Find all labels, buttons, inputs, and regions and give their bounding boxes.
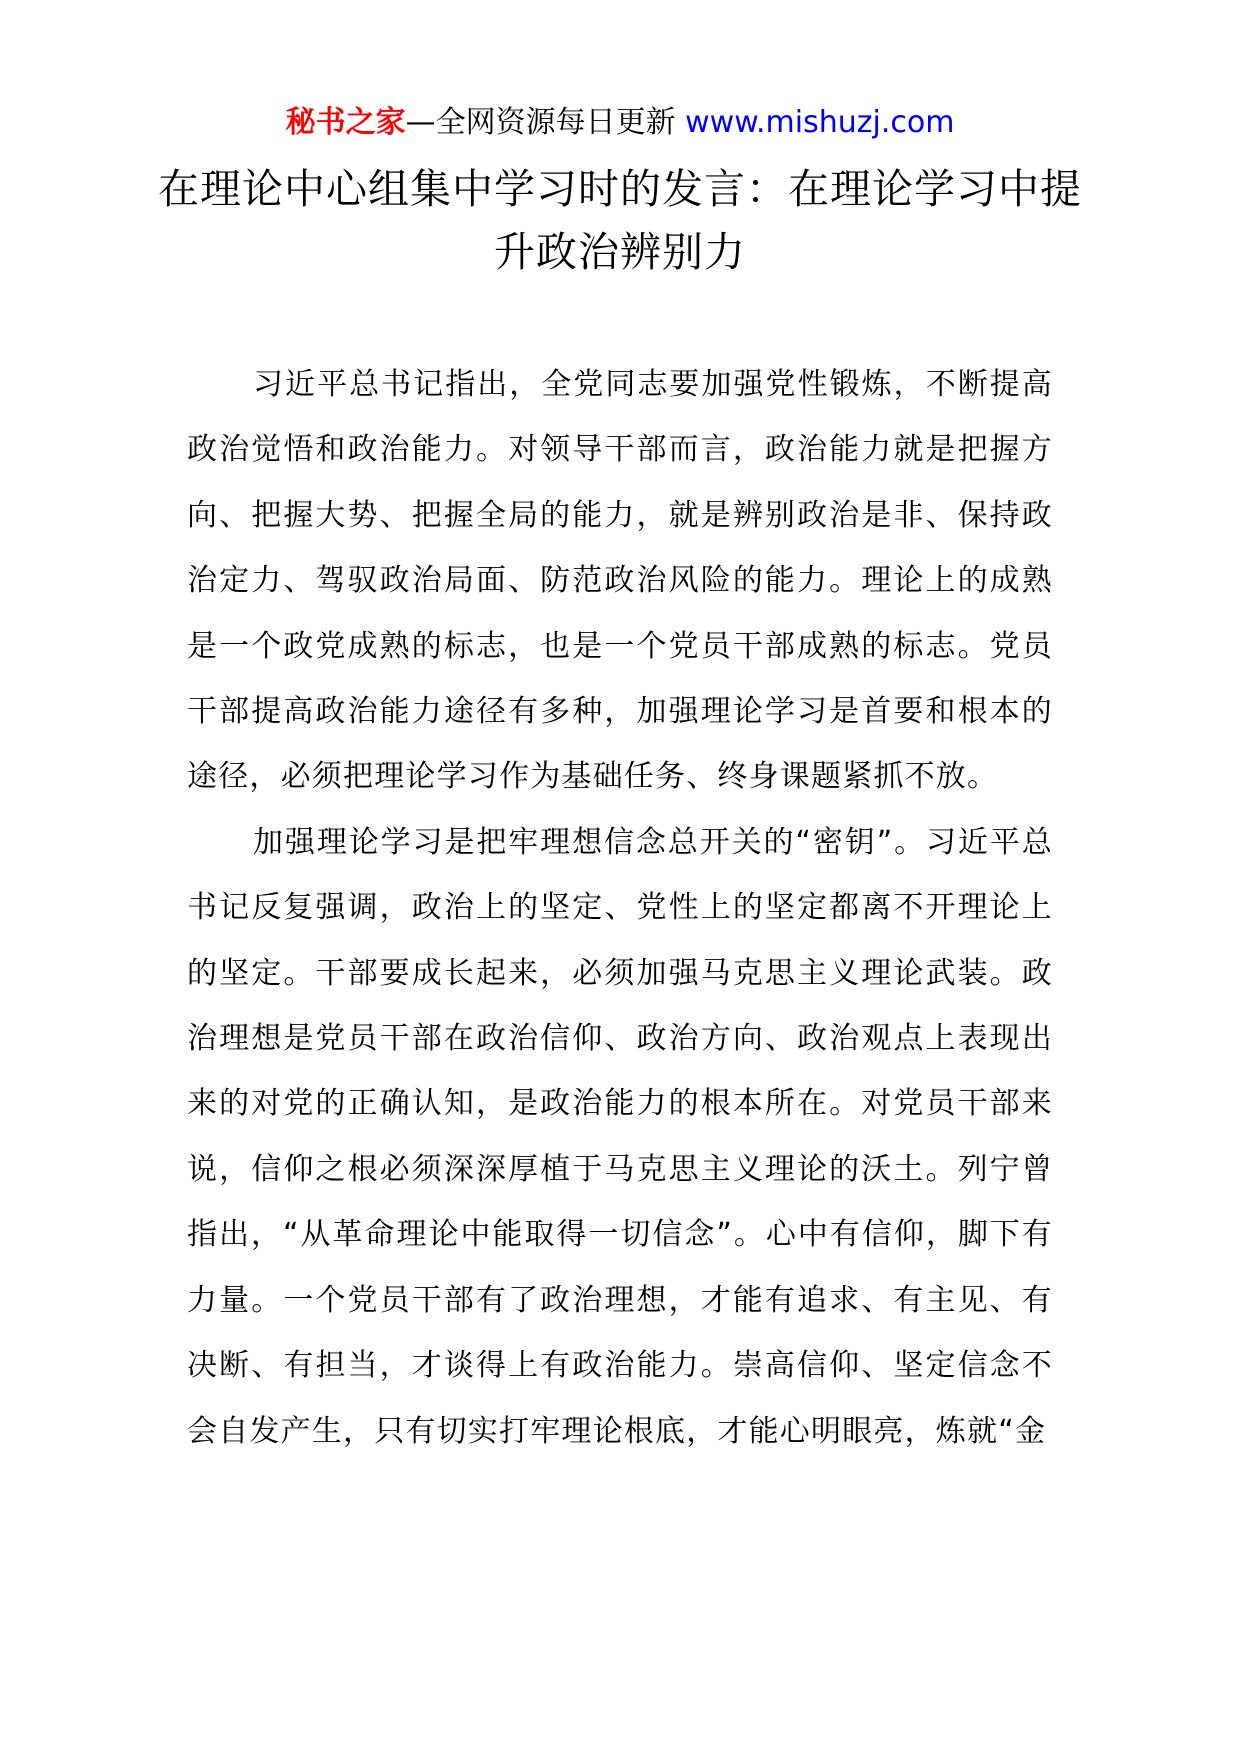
site-brand: 秘书之家 bbox=[285, 105, 406, 140]
document-title: 在理论中心组集中学习时的发言：在理论学习中提升政治辨别力 bbox=[158, 165, 1082, 276]
paragraph-1: 习近平总书记指出，全党同志要加强党性锻炼，不断提高政治觉悟和政治能力。对领导干部而言，政治能力就是把握方向、把握大势、把握全局的能力，就是辨别政治是非、保持政治定力、驾驭政治局面、防范政治风险的能力。理论上的成熟是一个政党成熟的标志，也是一个党员干部成熟的标志。党员干部提高政治能力途径有多种，加强理论学习是首要和根本的途径，必须把理论学习作为基础任务、终身课题紧抓不放。 bbox=[187, 367, 1053, 795]
site-tagline: —全网资源每日更新 bbox=[405, 105, 686, 140]
site-url-link[interactable]: www.mishuzj.com bbox=[685, 105, 955, 140]
document-body bbox=[187, 352, 1053, 1464]
site-header bbox=[0, 100, 1240, 146]
paragraph-2: 加强理论学习是把牢理想信念总开关的“密钥”。习近平总书记反复强调，政治上的坚定、党性上的坚定都离不开理论上的坚定。干部要成长起来，必须加强马克思主义理论武装。政治理想是党员干部在政治信仰、政治方向、政治观点上表现出来的对党的正确认知，是政治能力的根本所在。对党员干部来说，信仰之根必须深深厚植于马克思主义理论的沃土。列宁曾指出，“从革命理论中能取得一切信念”。心中有信仰，脚下有力量。一个党员干部有了政治理想，才能有追求、有主见、有决断、有担当，才谈得上有政治能力。崇高信仰、坚定信念不会自发产生，只有切实打牢理论根底，才能心明眼亮，炼就“金 bbox=[187, 824, 1053, 1449]
